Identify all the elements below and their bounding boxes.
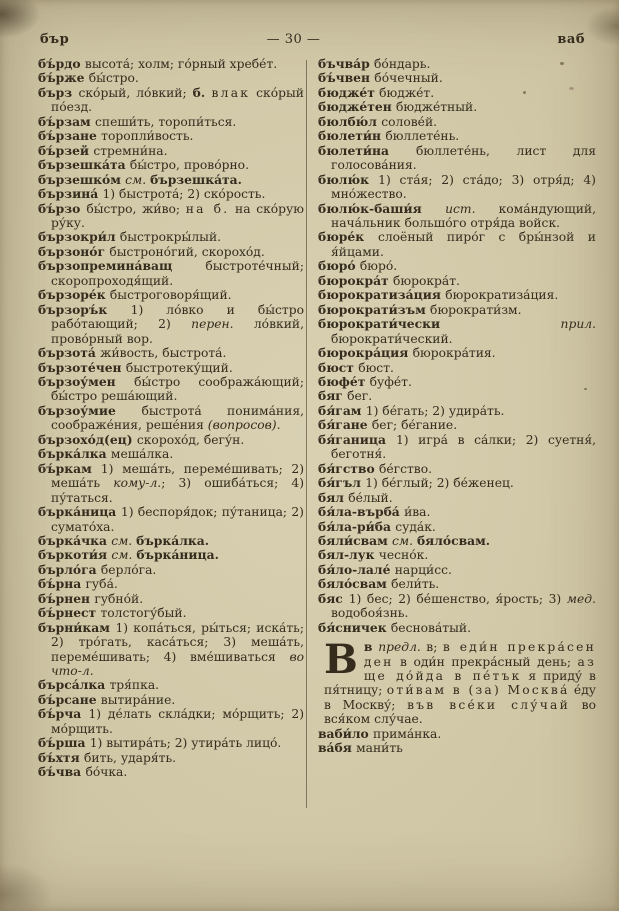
headword-or-bold-text: бял bbox=[318, 489, 349, 505]
dictionary-entry bbox=[318, 144, 596, 173]
definition-text: бы́стро, прово́рно. bbox=[129, 158, 249, 173]
dictionary-entry bbox=[318, 433, 596, 462]
headword-or-bold-text: бързоръ́к bbox=[38, 301, 131, 317]
definition-text: оти́вам в (за) Москва́ bbox=[386, 683, 570, 698]
dictionary-entry bbox=[38, 707, 304, 736]
headword-or-bold-text: бяли́свам bbox=[318, 532, 393, 548]
definition-text: прима́нка. bbox=[373, 726, 442, 741]
definition-text: ло́вкий, прово́рный вор. bbox=[51, 317, 304, 346]
dictionary-entry bbox=[318, 563, 596, 577]
label-italic-text: ист. bbox=[445, 201, 476, 216]
label-italic-text: см. bbox=[111, 548, 137, 563]
definition-text: ; 3) ошиба́ться; 4) пу́таться. bbox=[51, 476, 304, 505]
dictionary-entry bbox=[38, 230, 304, 244]
dictionary-entry bbox=[318, 520, 596, 534]
headword-or-bold-text: бял-лук bbox=[318, 547, 379, 563]
page-header bbox=[38, 32, 593, 50]
label-italic-text: предл. bbox=[378, 640, 421, 655]
headword-or-bold-text: бързохо́д(ец) bbox=[38, 431, 137, 447]
dictionary-entry bbox=[38, 202, 304, 231]
dictionary-entry bbox=[38, 245, 304, 259]
headword-or-bold-text: бъ́хтя bbox=[38, 749, 84, 765]
definition-text: е́ду в Москву́; bbox=[324, 683, 597, 712]
dictionary-entry bbox=[38, 765, 304, 779]
definition-text: мани́ть bbox=[356, 741, 403, 756]
definition-text: бели́ть. bbox=[391, 577, 440, 592]
dictionary-entry bbox=[38, 144, 304, 158]
right-column bbox=[318, 57, 596, 756]
definition-text: бо́ндарь. bbox=[374, 57, 431, 71]
definition-text: бо́чка. bbox=[85, 765, 128, 780]
definition-text: в оди́н прекра́сный день; bbox=[393, 654, 578, 669]
definition-text: берло́га. bbox=[100, 562, 157, 577]
headword-or-bold-text: бърло́га bbox=[38, 561, 101, 577]
dictionary-entry bbox=[38, 736, 304, 750]
dictionary-entry bbox=[38, 534, 304, 548]
definition-text: я приду́ в пя́тницу; bbox=[324, 669, 596, 698]
headword-or-bold-text: бюро́ bbox=[318, 258, 360, 274]
definition-text: губно́й. bbox=[94, 591, 144, 606]
headword-or-bold-text: б. bbox=[192, 84, 212, 100]
headword-or-bold-text: бюлю́к bbox=[318, 171, 379, 187]
headword-or-bold-text: бяс bbox=[318, 590, 349, 606]
dictionary-entry bbox=[318, 592, 596, 621]
page-number: — 30 — bbox=[266, 32, 321, 47]
dictionary-entry bbox=[38, 361, 304, 375]
dictionary-entry bbox=[38, 71, 304, 85]
definition-text: 1) вытира́ть; 2) утира́ть лицо́. bbox=[89, 736, 282, 751]
headword-or-bold-text: бя́ганица bbox=[318, 431, 396, 447]
dictionary-entry bbox=[318, 548, 596, 562]
definition-text: 1) де́лать скла́дки; мо́рщить; 2) мо́рщить. bbox=[51, 707, 304, 736]
headword-or-bold-text: бърка́ница bbox=[38, 504, 121, 520]
definition-text: солове́й. bbox=[381, 114, 438, 129]
headword-or-bold-text: ва́бя bbox=[318, 740, 357, 756]
dictionary-entry bbox=[318, 129, 596, 143]
definition-text: бег; бе́гание. bbox=[371, 418, 458, 433]
definition-text: бюллете́нь. bbox=[385, 129, 460, 144]
headword-or-bold-text: бъ́рзане bbox=[38, 128, 102, 144]
definition-text: 1) бе́глый; 2) бе́женец. bbox=[365, 476, 514, 491]
dictionary-entry bbox=[38, 158, 304, 172]
headword-or-bold-text: бюдже́тен bbox=[318, 99, 396, 115]
headword-or-bold-text: бъ́рдо bbox=[38, 56, 85, 71]
definition-text: бег. bbox=[347, 389, 373, 404]
definition-text: водобоя́знь. bbox=[331, 606, 409, 621]
headword-or-bold-text: бъ́рсане bbox=[38, 691, 101, 707]
headword-or-bold-text: бя́гство bbox=[318, 460, 379, 476]
definition-text: чесно́к. bbox=[378, 548, 429, 563]
dictionary-entry bbox=[318, 476, 596, 490]
definition-text: на ско́рую ру́ку. bbox=[51, 201, 304, 230]
headword-or-bold-text: ваби́ло bbox=[318, 725, 373, 741]
headword-or-bold-text: бъ́чвен bbox=[318, 70, 375, 86]
dictionary-entry bbox=[38, 693, 304, 707]
definition-text: торопли́вость. bbox=[101, 129, 194, 144]
headword-or-bold-text: бързоте́чен bbox=[38, 359, 126, 375]
dictionary-entry bbox=[38, 505, 304, 534]
headword-or-bold-text: бюрокра́т bbox=[318, 272, 393, 288]
paper-speck bbox=[523, 91, 526, 94]
dictionary-entry bbox=[38, 592, 304, 606]
headword-or-bold-text: бъ́чва bbox=[38, 764, 86, 780]
definition-text: бы́стро, жи́во; bbox=[86, 201, 186, 216]
definition-text: бюдже́т. bbox=[379, 85, 435, 100]
dictionary-entry bbox=[318, 274, 596, 288]
dictionary-entry bbox=[38, 187, 304, 201]
dictionary-entry bbox=[38, 129, 304, 143]
headword-or-bold-text: бързешка́та bbox=[38, 157, 130, 173]
definition-text: спеши́ть, торопи́ться. bbox=[95, 114, 237, 129]
definition-text: стремни́на. bbox=[93, 143, 168, 158]
dictionary-entry bbox=[318, 577, 596, 591]
definition-text: бюрокра́тия. bbox=[412, 346, 496, 361]
headword-or-bold-text: бяло́свам. bbox=[416, 532, 491, 548]
definition-text: бюллете́нь, лист для голосова́ния. bbox=[331, 143, 596, 173]
dictionary-entry bbox=[318, 230, 596, 259]
headword-or-bold-text: бързешко́м bbox=[38, 171, 126, 187]
label-italic-text: во что-л. bbox=[51, 649, 304, 679]
definition-text: 1) быстрота́; 2) ско́рость. bbox=[102, 187, 266, 202]
dictionary-entry bbox=[38, 115, 304, 129]
headword-or-bold-text: бя́гъл bbox=[318, 475, 366, 491]
dictionary-entry bbox=[318, 288, 596, 302]
definition-text: суда́к. bbox=[395, 519, 436, 534]
definition-text: вытира́ние. bbox=[100, 692, 176, 707]
definition-text: 1) беспоря́док; пу́таница; 2) сумато́ха. bbox=[51, 505, 304, 534]
header-guide-word-left: бър bbox=[40, 32, 70, 47]
definition-text: буфе́т. bbox=[369, 374, 412, 389]
headword-or-bold-text: бързоу́мен bbox=[38, 373, 135, 389]
headword-or-bold-text: бя́гане bbox=[318, 417, 372, 433]
headword-or-bold-text: бя́гам bbox=[318, 402, 366, 418]
dictionary-entry bbox=[38, 57, 304, 71]
headword-or-bold-text: бързоре́к bbox=[38, 287, 110, 303]
headword-or-bold-text: бързина́ bbox=[38, 186, 103, 202]
dictionary-entry bbox=[38, 563, 304, 577]
headword-or-bold-text: бяло́свам bbox=[318, 576, 392, 592]
column-divider-rule bbox=[306, 60, 307, 808]
headword-or-bold-text: бърка́ница. bbox=[136, 547, 219, 563]
headword-or-bold-text: бъ́рже bbox=[38, 70, 89, 86]
headword-or-bold-text: бяг bbox=[318, 388, 348, 404]
definition-text: толстогу́бый. bbox=[100, 606, 187, 621]
headword-or-bold-text: бързоу́мие bbox=[38, 402, 142, 418]
label-italic-text: см. bbox=[392, 533, 417, 548]
dictionary-entry bbox=[318, 317, 596, 346]
dictionary-entry bbox=[318, 361, 596, 375]
headword-or-bold-text: бързота́ bbox=[38, 345, 101, 361]
dictionary-entry bbox=[38, 462, 304, 505]
definition-text: бюро́. bbox=[359, 259, 398, 274]
definition-text: меша́лка. bbox=[110, 447, 174, 462]
dictionary-entry bbox=[318, 404, 596, 418]
definition-text: бюдже́тный. bbox=[395, 100, 478, 115]
definition-text: бить, ударя́ть. bbox=[83, 750, 177, 765]
headword-or-bold-text: бюрократи́чески bbox=[318, 316, 561, 332]
definition-text: во вся́ком слу́чае. bbox=[324, 697, 596, 727]
headword-or-bold-text: бърни́кам bbox=[38, 619, 116, 635]
headword-or-bold-text: бъ́рша bbox=[38, 735, 90, 751]
definition-text: 1) меша́ть, переме́шивать; 2) меша́ть bbox=[51, 461, 305, 491]
definition-text: аз ще до́йда в пе́тък bbox=[363, 654, 596, 684]
headword-or-bold-text: бя́ло-лале́ bbox=[318, 561, 395, 577]
label-italic-text: прил. bbox=[560, 317, 596, 332]
definition-text: бы́стро. bbox=[88, 71, 139, 86]
dictionary-entry bbox=[318, 505, 596, 519]
header-guide-word-right: ваб bbox=[557, 32, 585, 47]
dictionary-entry bbox=[318, 534, 596, 548]
paper-speck bbox=[560, 62, 564, 65]
label-italic-text: кому-л. bbox=[113, 476, 162, 491]
headword-or-bold-text: бъ́ркам bbox=[38, 460, 101, 476]
dictionary-entry bbox=[318, 173, 596, 202]
headword-or-bold-text: бъ́рзо bbox=[38, 200, 87, 216]
dictionary-entry bbox=[38, 577, 304, 591]
headword-or-bold-text: бюлю́к-баши́я bbox=[318, 200, 446, 216]
dictionary-entry bbox=[318, 100, 596, 114]
headword-or-bold-text: бюре́к bbox=[318, 229, 378, 245]
dictionary-entry bbox=[318, 636, 597, 727]
dictionary-entry bbox=[38, 548, 304, 562]
headword-or-bold-text: бъ́рнест bbox=[38, 605, 101, 621]
headword-or-bold-text: бърса́лка bbox=[38, 677, 110, 693]
dictionary-entry bbox=[38, 621, 304, 679]
dictionary-entry bbox=[318, 491, 596, 505]
headword-or-bold-text: бюрокра́ция bbox=[318, 345, 413, 361]
definition-text: быстрота́ понима́ния, соображе́ния, реше́ния bbox=[51, 403, 304, 433]
dictionary-entry bbox=[38, 173, 304, 187]
headword-or-bold-text: бюст bbox=[318, 359, 359, 375]
definition-text: ско́рый по́езд. bbox=[51, 85, 304, 115]
dictionary-entry bbox=[38, 346, 304, 360]
headword-or-bold-text: бъчва́р bbox=[318, 56, 375, 71]
definition-text: 1) ста́я; 2) ста́до; 3) отря́д; 4) мно́жество. bbox=[331, 172, 596, 202]
dictionary-entry bbox=[318, 418, 596, 432]
definition-text: 1) копа́ться, ры́ться; иска́ть; 2) тро́гать, каса́ться; 3) меша́ть, переме́шивать; 4) вме́шиваться bbox=[51, 620, 304, 664]
dictionary-entry bbox=[318, 115, 596, 129]
definition-text: скорохо́д, бегу́н. bbox=[136, 432, 245, 447]
dictionary-entry bbox=[38, 751, 304, 765]
definition-text: в; bbox=[420, 640, 443, 655]
definition-text: бюрократиза́ция. bbox=[445, 288, 559, 303]
dictionary-entry bbox=[318, 57, 596, 71]
definition-text: 1) ло́вко и бы́стро рабо́тающий; 2) bbox=[51, 302, 304, 332]
headword-or-bold-text: бюрократи́зъм bbox=[318, 301, 431, 317]
definition-text: слоёный пиро́г с бры́нзой и я́йцами. bbox=[331, 230, 597, 259]
label-italic-text: (вопросов) bbox=[207, 418, 277, 433]
dictionary-entry bbox=[318, 86, 596, 100]
definition-text: быстроте́чный; скоропроходя́щий. bbox=[51, 259, 304, 288]
headword-or-bold-text: бя́ла-върба́ bbox=[318, 504, 405, 520]
headword-or-bold-text: бюдже́т bbox=[318, 84, 380, 100]
label-italic-text: перен. bbox=[191, 317, 234, 332]
dictionary-entry bbox=[318, 202, 596, 231]
headword-or-bold-text: бърка́чка bbox=[38, 532, 112, 548]
headword-or-bold-text: бързокри́л bbox=[38, 229, 120, 245]
dictionary-entry bbox=[318, 71, 596, 85]
dictionary-entry bbox=[38, 303, 304, 346]
definition-text: бе́лый. bbox=[348, 490, 393, 505]
definition-text: и́ва. bbox=[404, 505, 431, 520]
definition-text: нарци́сс. bbox=[394, 562, 452, 577]
headword-or-bold-text: бързопремина́ващ bbox=[38, 258, 206, 274]
headword-or-bold-text: бюлбю́л bbox=[318, 113, 382, 129]
headword-or-bold-text: бъ́рна bbox=[38, 576, 86, 592]
definition-text: . bbox=[276, 418, 281, 433]
definition-text: бюрократи́зм. bbox=[430, 302, 522, 317]
dictionary-entry bbox=[38, 86, 304, 115]
headword-or-bold-text: бърз bbox=[38, 84, 79, 100]
headword-or-bold-text: бъ́рнен bbox=[38, 590, 95, 606]
dictionary-entry bbox=[318, 462, 596, 476]
definition-text: быстроно́гий, скорохо́д. bbox=[109, 244, 265, 259]
dictionary-entry bbox=[318, 375, 596, 389]
definition-text: губа́. bbox=[85, 577, 118, 592]
headword-or-bold-text: бързешка́та. bbox=[150, 171, 242, 187]
definition-text: 1) бе́гать; 2) удира́ть. bbox=[365, 403, 505, 418]
headword-or-bold-text: бюлети́на bbox=[318, 142, 417, 158]
paper-speck bbox=[569, 87, 574, 90]
definition-text: кома́ндующий, нача́льник большо́го отря́да войск. bbox=[331, 201, 596, 230]
definition-text: быстрокры́лый. bbox=[119, 230, 222, 245]
label-italic-text: см. bbox=[125, 172, 151, 187]
definition-text: на б. bbox=[185, 201, 230, 216]
definition-text: в еди́н прекра́сен ден bbox=[363, 640, 597, 669]
definition-text: 1) бес; 2) бе́шенство, я́рость; 3) bbox=[348, 591, 567, 606]
definition-text: 1) игра́ в са́лки; 2) суетня́, беготня́. bbox=[331, 432, 597, 462]
headword-or-bold-text: бъ́рзам bbox=[38, 113, 96, 129]
dictionary-entry bbox=[318, 389, 596, 403]
definition-text: бюрокра́т. bbox=[392, 273, 460, 288]
dictionary-entry bbox=[38, 433, 304, 447]
headword-or-bold-text: бързоно́г bbox=[38, 243, 110, 259]
definition-text: высота́; холм; го́рный хребе́т. bbox=[84, 57, 278, 71]
headword-or-bold-text: бърка́лка. bbox=[136, 532, 210, 548]
dictionary-entry bbox=[318, 621, 596, 635]
headword-or-bold-text: бъ́рзей bbox=[38, 142, 94, 158]
definition-text: бы́стро сообража́ющий; бы́стро реша́ющий. bbox=[51, 374, 304, 404]
label-italic-text: мед. bbox=[566, 591, 596, 606]
paper-speck bbox=[584, 388, 587, 390]
definition-text: влак bbox=[211, 85, 251, 100]
dictionary-entry bbox=[38, 288, 304, 302]
headword-or-bold-text: бюрократиза́ция bbox=[318, 287, 446, 303]
dictionary-entry bbox=[318, 727, 596, 741]
dictionary-entry bbox=[318, 303, 596, 317]
definition-text: бюст. bbox=[358, 360, 394, 375]
headword-or-bold-text: бя́ла-ри́ба bbox=[318, 518, 396, 534]
left-column bbox=[38, 57, 304, 780]
definition-text: във все́ки слу́чай bbox=[407, 697, 571, 712]
headword-or-bold-text: бъркоти́я bbox=[38, 547, 112, 563]
definition-text: бе́гство. bbox=[378, 461, 433, 476]
dictionary-entry bbox=[318, 259, 596, 273]
dropcap-letter: В bbox=[324, 636, 358, 684]
headword-or-bold-text: бя́сничек bbox=[318, 619, 391, 635]
dictionary-entry bbox=[38, 375, 304, 404]
headword-or-bold-text: бюфе́т bbox=[318, 373, 370, 389]
dictionary-entry bbox=[38, 259, 304, 288]
dictionary-entry bbox=[38, 404, 304, 433]
definition-text: жи́вость, быстрота́. bbox=[100, 346, 227, 361]
definition-text: беснова́тый. bbox=[390, 620, 472, 635]
headword-or-bold-text: бърка́лка bbox=[38, 446, 111, 462]
dictionary-entry bbox=[38, 447, 304, 461]
dictionary-entry bbox=[38, 606, 304, 620]
dictionary-entry bbox=[38, 678, 304, 692]
dictionary-entry bbox=[318, 741, 596, 755]
headword-or-bold-text: бюлети́н bbox=[318, 128, 386, 144]
definition-text: бо́чечный. bbox=[374, 71, 443, 86]
dictionary-entry bbox=[318, 346, 596, 360]
definition-text: ско́рый, ло́вкий; bbox=[78, 85, 193, 100]
definition-text: быстроговоря́щий. bbox=[109, 288, 232, 303]
definition-text: бюрократи́ческий. bbox=[331, 331, 453, 346]
headword-or-bold-text: в bbox=[363, 639, 379, 655]
definition-text: быстротеку́щий. bbox=[125, 360, 233, 375]
definition-text: тря́пка. bbox=[109, 678, 160, 693]
headword-or-bold-text: бъ́рча bbox=[38, 706, 89, 722]
label-italic-text: см. bbox=[111, 533, 137, 548]
